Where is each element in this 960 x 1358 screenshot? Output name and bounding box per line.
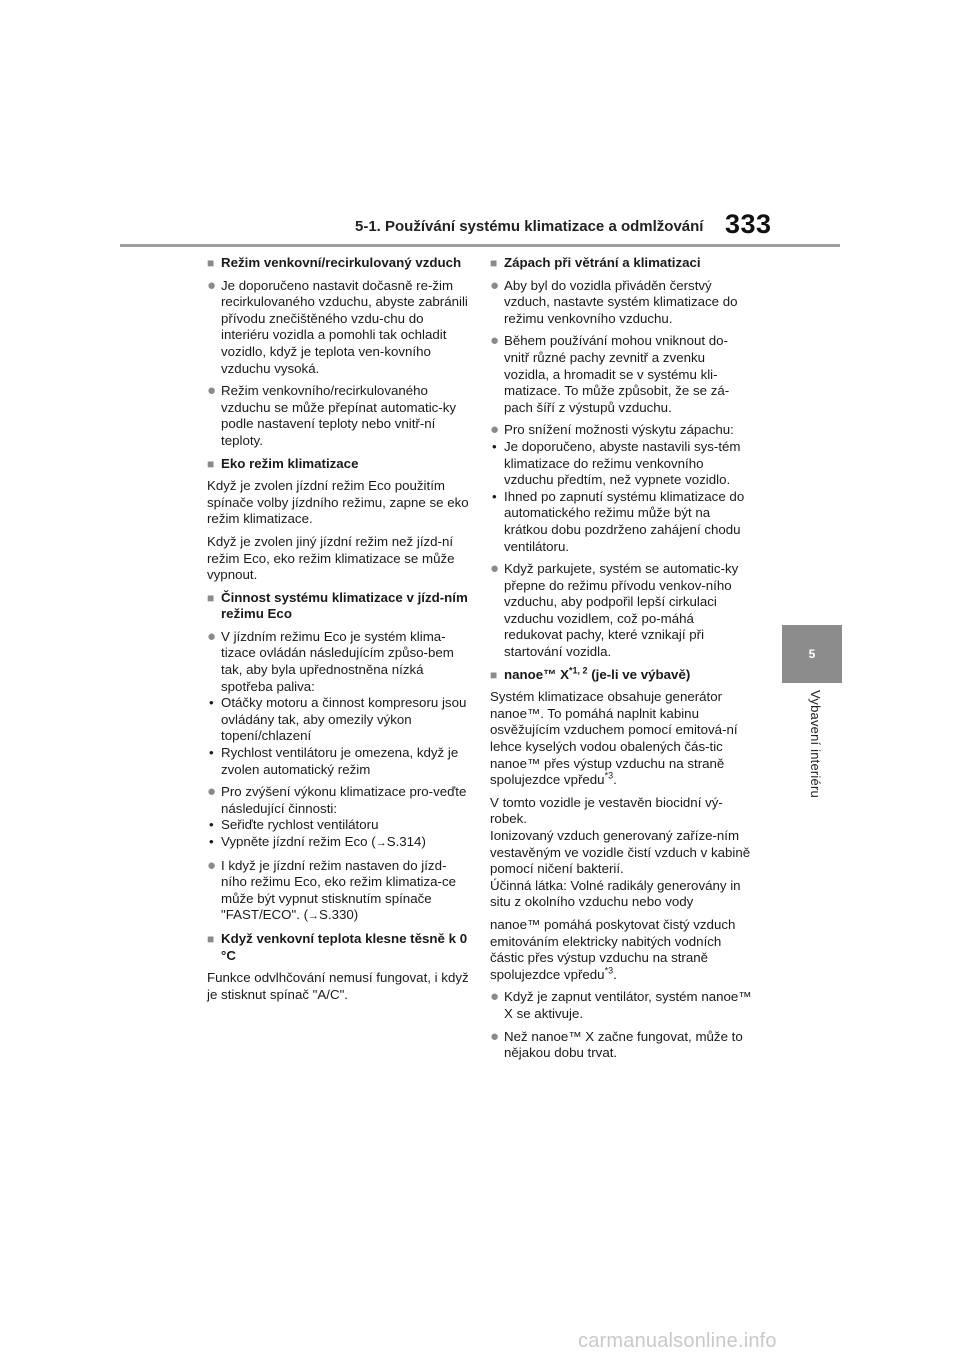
chapter-number: 5 xyxy=(808,647,816,661)
dash-bullet-icon: • xyxy=(209,834,214,849)
header-rule xyxy=(120,244,840,247)
left-column xyxy=(207,255,469,1009)
page-reference-link[interactable]: S.330) xyxy=(319,907,359,923)
right-column xyxy=(490,255,752,1068)
dot-bullet-icon: ● xyxy=(490,560,500,578)
page-reference-link[interactable]: S.314) xyxy=(386,834,426,849)
paragraph: nanoe™ pomáhá poskytovat čistý vzduch emitováním elektricky nabitých vodních částic přes výstup vzduchu na straně spolujezdce vpředu$^{*3}$. xyxy=(490,916,736,982)
bullet-item: ● Když je zapnut ventilátor, systém nanoe™ X se aktivuje. xyxy=(490,988,752,1021)
heading-low-temperature: ■ Když venkovní teplota klesne těsně k 0 °C xyxy=(207,930,468,963)
paragraph: Když je zvolen jiný jízdní režim než jízd-ní režim Eco, eko režim klimatizace se může vypnout. xyxy=(207,533,455,583)
square-bullet-icon: ■ xyxy=(490,667,498,682)
dot-bullet-icon: ● xyxy=(490,332,500,350)
dash-bullet-icon: • xyxy=(209,817,214,833)
heading-eco-ac: ■ Eko režim klimatizace xyxy=(207,455,359,471)
bullet-item: ● Je doporučeno nastavit dočasně re-žim recirkulovaného vzduchu, abyste zabránili přívodu znečištěného vzdu-chu do interiéru vozidla a pomohli tak ochladit vozidlo, když je teplota ven-kovního vzduchu vysoká. xyxy=(207,276,468,376)
paragraph: V tomto vozidle je vestavěn biocidní vý-robek. Ionizovaný vzduch generovaný zaříze-ním vestavěným ve vozidle čistí vzduch v kabině pomocí ničení bakterií. Účinná látka: Volné radikály generovány in situ z okolního vzduchu nebo vody xyxy=(490,794,751,910)
dot-bullet-icon: ● xyxy=(207,627,217,645)
chapter-tab xyxy=(782,625,842,683)
sub-list xyxy=(207,817,469,851)
square-bullet-icon: ■ xyxy=(207,256,215,270)
bullet-item: ● Režim venkovního/recirkulovaného vzduchu se může přepínat automatic-ky podle nastavení teploty nebo vnitř-ní teploty. xyxy=(207,382,457,448)
dash-bullet-icon: • xyxy=(209,695,214,711)
bullet-item: ● Aby byl do vozidla přiváděn čerstvý vzduch, nastavte systém klimatizace do režimu venkovního vzduchu. xyxy=(490,276,738,326)
bullet-item: ● V jízdním režimu Eco je systém klima-tizace ovládán následujícím způso-bem tak, aby byla upřednostněna nízká spotřeba paliva: xyxy=(207,627,454,694)
bullet-item: ● Pro snížení možnosti výskytu zápachu: xyxy=(490,421,734,439)
square-bullet-icon: ■ xyxy=(207,590,215,605)
square-bullet-icon: ■ xyxy=(207,931,215,946)
bullet-item: ● Když parkujete, systém se automatic-ky přepne do režimu přívodu venkov-ního vzduchu, aby podpořil lepší cirkulaci vzduchu vozidlem, což po-máhá redukovat pachy, které vznikají při startování vozidla. xyxy=(490,560,739,660)
dot-bullet-icon: ● xyxy=(207,783,217,801)
chapter-label: Vybavení interiéru xyxy=(808,690,823,798)
footnote-marker: *3 xyxy=(604,770,614,781)
bullet-item: ● Během používání mohou vniknout do-vnitř různé pachy zevnitř a zvenku vozidla, a hromadit se v systému kli-matizace. To může způsobit, že se zá-pach šíří z výstupů vzduchu. xyxy=(490,332,730,415)
dash-bullet-icon: • xyxy=(492,488,497,504)
dot-bullet-icon: ● xyxy=(207,276,217,294)
dot-bullet-icon: ● xyxy=(490,421,500,439)
sub-list xyxy=(207,695,469,778)
heading-nanoe: ■ nanoe™ X$^{*1, 2}$ (je-li ve výbavě) xyxy=(490,665,691,682)
dot-bullet-icon: ● xyxy=(490,1027,500,1045)
square-bullet-icon: ■ xyxy=(490,256,498,270)
sub-item: • Seřiďte rychlost ventilátoru xyxy=(209,817,379,833)
sub-item: • Je doporučeno, abyste nastavili sys-tém klimatizace do režimu venkovního vzduchu předtím, než vypnete vozidlo. xyxy=(492,438,741,488)
sub-item: • Otáčky motoru a činnost kompresoru jsou ovládány tak, aby omezily výkon topení/chlazení xyxy=(209,695,467,744)
heading-recirculation: ■ Režim venkovní/recirkulovaný vzduch xyxy=(207,255,462,270)
dot-bullet-icon: ● xyxy=(490,276,500,294)
dot-bullet-icon: ● xyxy=(490,988,500,1006)
heading-odor: ■ Zápach při větrání a klimatizaci xyxy=(490,255,701,270)
heading-eco-operation: ■ Činnost systému klimatizace v jízd-ním režimu Eco xyxy=(207,589,468,622)
arrow-icon: → xyxy=(308,910,320,923)
paragraph: Systém klimatizace obsahuje generátor nanoe™. To pomáhá naplnit kabinu osvěžujícím vzduchem pomocí emitová-ní lehce kyselých vodou obalených čás-tic nanoe™ přes výstup vzduchu na straně spolujezdce vpředu$^{*3}$. xyxy=(490,689,738,788)
dot-bullet-icon: ● xyxy=(207,856,217,874)
bullet-item: ● I když je jízdní režim nastaven do jízd-ního režimu Eco, eko režim klimatiza-ce může být vypnut stisknutím spínače "FAST/ECO". (→S.330) xyxy=(207,858,469,925)
watermark: carmanualsonline.info xyxy=(578,1330,777,1352)
arrow-icon: → xyxy=(375,837,387,849)
dash-bullet-icon: • xyxy=(492,438,497,454)
dash-bullet-icon: • xyxy=(209,745,214,761)
footnote-marker: *1, 2 xyxy=(569,665,588,676)
sub-item: • Vypněte jízdní režim Eco (→S.314) xyxy=(207,834,469,852)
dot-bullet-icon: ● xyxy=(207,382,217,400)
footnote-marker: *3 xyxy=(604,965,614,976)
square-bullet-icon: ■ xyxy=(207,456,215,471)
sub-item: • Rychlost ventilátoru je omezena, když je zvolen automatický režim xyxy=(209,745,459,777)
page-number: 333 xyxy=(725,209,772,239)
section-title: 5-1. Používání systému klimatizace a odmlžování xyxy=(355,218,704,235)
paragraph: Funkce odvlhčování nemusí fungovat, i když je stisknut spínač "A/C". xyxy=(207,970,469,1002)
sub-item: • Ihned po zapnutí systému klimatizace do automatického režimu může být na krátkou dobu pozdrženo zahájení chodu ventilátoru. xyxy=(492,488,745,554)
bullet-item: ● Pro zvýšení výkonu klimatizace pro-veďte následující činnosti: xyxy=(207,783,467,816)
sub-list xyxy=(490,439,752,555)
paragraph: Když je zvolen jízdní režim Eco použitím spínače volby jízdního režimu, zapne se eko režim klimatizace. xyxy=(207,478,469,527)
bullet-item: ● Než nanoe™ X začne fungovat, může to nějakou dobu trvat. xyxy=(490,1027,743,1061)
